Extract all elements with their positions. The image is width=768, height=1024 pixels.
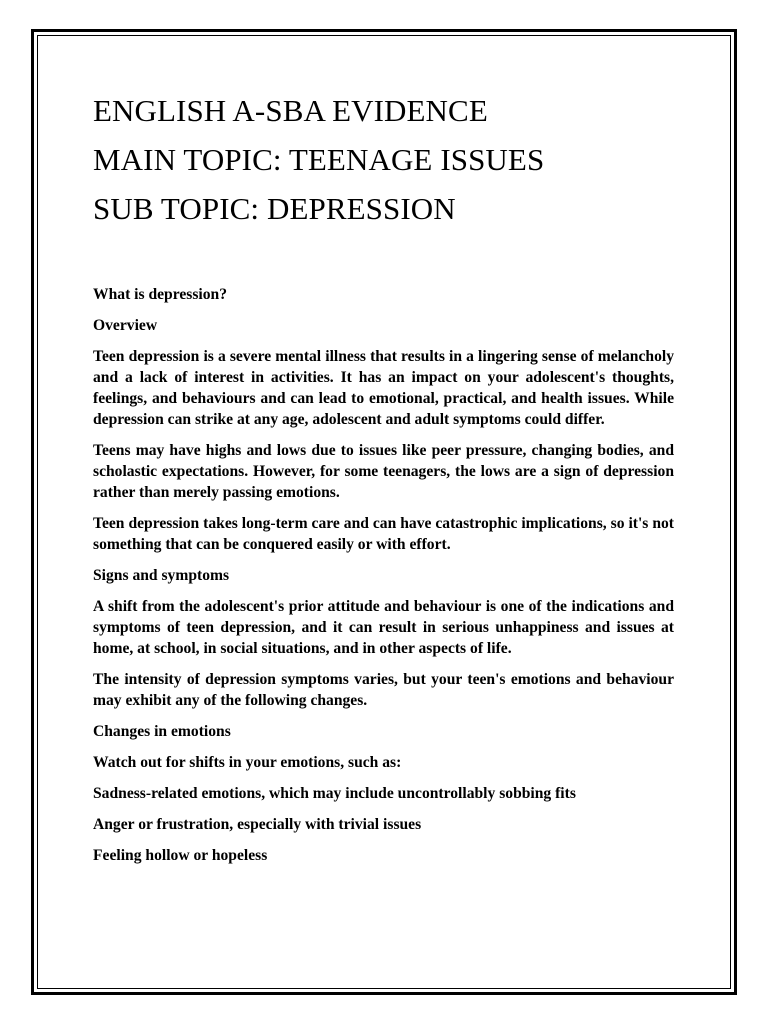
list-item: Sadness-related emotions, which may include uncontrollably sobbing fits	[93, 785, 576, 802]
document-title: ENGLISH A-SBA EVIDENCE	[93, 93, 488, 128]
question-heading: What is depression?	[93, 286, 228, 303]
sub-topic-title: SUB TOPIC: DEPRESSION	[93, 191, 456, 226]
overview-heading: Overview	[93, 317, 158, 334]
paragraph-shift: A shift from the adolescent's prior attitude and behaviour is one of the indications and symptoms of teen depression, and it can result in serious unhappiness and issues at home, at school, in social situations, and in other aspects of life.	[93, 598, 674, 657]
paragraph-long-term-care: Teen depression takes long-term care and can have catastrophic implications, so it's not something that can be conquered easily or with effort.	[93, 515, 674, 553]
title-block	[93, 86, 693, 233]
main-topic-title: MAIN TOPIC: TEENAGE ISSUES	[93, 142, 545, 177]
list-item: Watch out for shifts in your emotions, such as:	[93, 754, 402, 771]
paragraph-definition: Teen depression is a severe mental illness that results in a lingering sense of melancholy and a lack of interest in activities. It has an impact on your adolescent's thoughts, feelings, and behaviours and can lead to emotional, practical, and health issues. While depression can strike at any age, adolescent and adult symptoms could differ.	[93, 348, 674, 428]
paragraph-highs-lows: Teens may have highs and lows due to issues like peer pressure, changing bodies, and scholastic expectations. However, for some teenagers, the lows are a sign of depression rather than merely passing emotions.	[93, 442, 674, 501]
document-body	[93, 284, 674, 876]
paragraph-intensity: The intensity of depression symptoms varies, but your teen's emotions and behaviour may exhibit any of the following changes.	[93, 671, 674, 709]
list-item: Feeling hollow or hopeless	[93, 847, 268, 864]
list-item: Anger or frustration, especially with trivial issues	[93, 816, 422, 833]
emotions-heading: Changes in emotions	[93, 723, 231, 740]
signs-heading: Signs and symptoms	[93, 567, 230, 584]
